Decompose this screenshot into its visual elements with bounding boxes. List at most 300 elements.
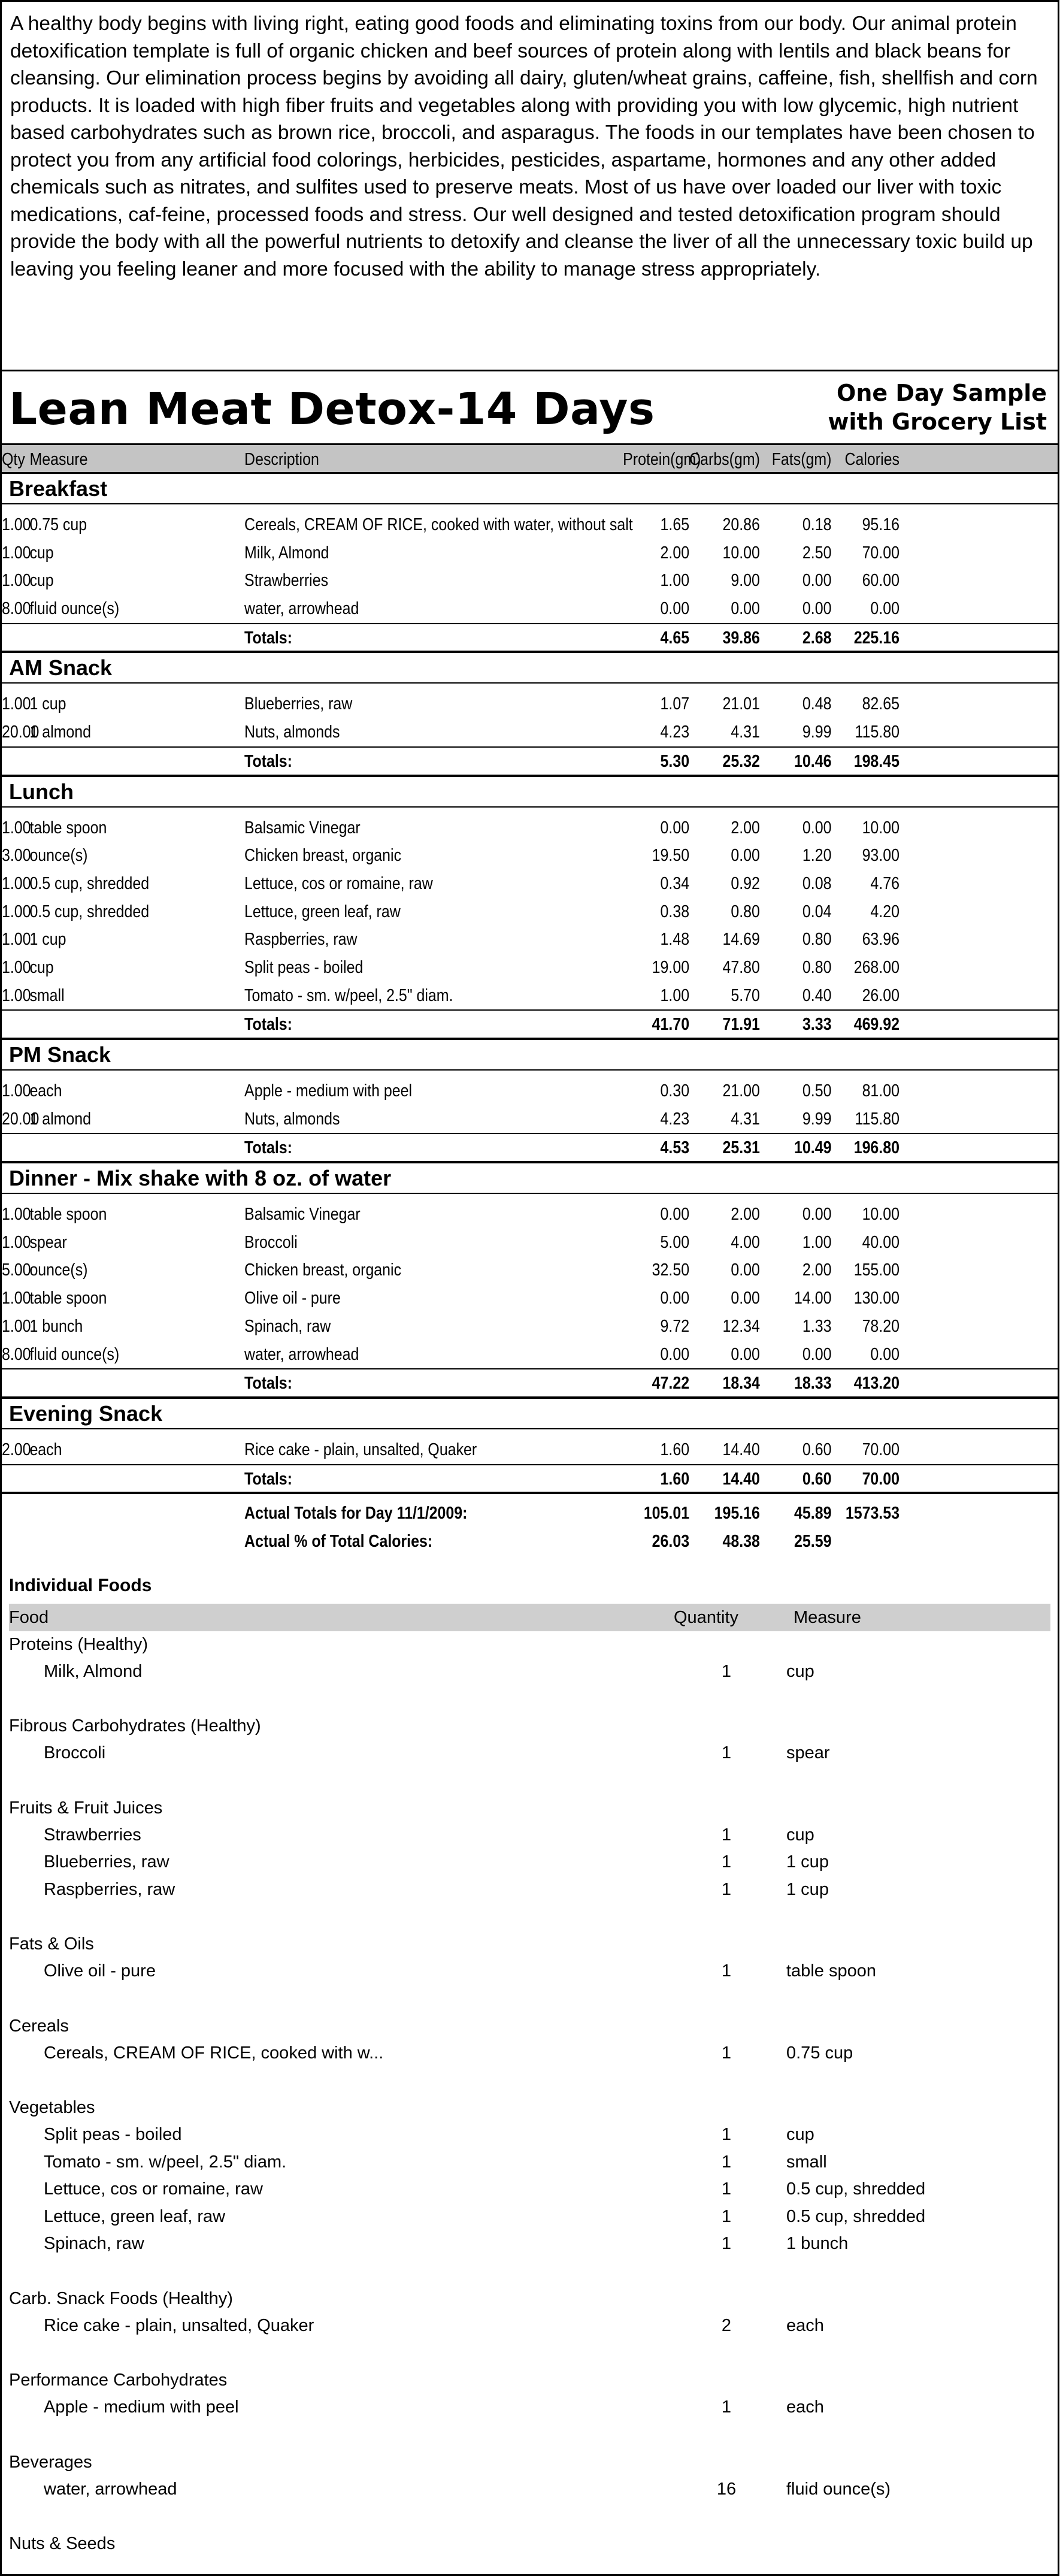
totals-carbs: 25.31	[722, 1138, 760, 1158]
item-description: Strawberries	[244, 571, 329, 591]
meal-totals-row	[2, 1464, 1058, 1492]
item-carbs: 2.00	[731, 1205, 760, 1224]
meal-totals-row	[2, 746, 1058, 775]
item-calories: 268.00	[853, 957, 900, 977]
grocery-food: Tomato - sm. w/peel, 2.5" diam.	[44, 2152, 287, 2172]
item-qty: 1.00	[2, 515, 31, 534]
item-qty: 3.00	[2, 846, 31, 866]
item-protein: 0.38	[660, 902, 690, 921]
grocery-quantity: 2	[721, 2315, 732, 2335]
totals-calories: 225.16	[853, 628, 900, 648]
item-carbs: 0.00	[731, 846, 760, 866]
grocery-category: Performance Carbohydrates	[9, 2371, 228, 2390]
item-protein: 5.00	[660, 1232, 690, 1252]
page-title: Lean Meat Detox-14 Days	[9, 383, 655, 435]
item-qty: 1.00	[2, 1289, 31, 1308]
grocery-measure: table spoon	[786, 1961, 876, 1981]
meal-item-row	[2, 926, 1058, 954]
item-carbs: 0.00	[731, 1260, 760, 1280]
item-measure: 1 almond	[29, 722, 92, 742]
grocery-food: Broccoli	[44, 1743, 106, 1763]
grocery-category: Beverages	[9, 2452, 92, 2472]
item-description: Nuts, almonds	[244, 1109, 340, 1129]
item-carbs: 0.00	[731, 599, 760, 619]
grocery-item-row	[2, 1740, 1058, 1767]
item-qty: 1.00	[2, 902, 31, 921]
meal-section	[2, 653, 1058, 776]
grocery-quantity: 1	[721, 1852, 732, 1872]
item-qty: 20.00	[2, 1109, 40, 1129]
individual-foods-title: Individual Foods	[9, 1575, 152, 1595]
item-measure: fluid ounce(s)	[29, 599, 120, 619]
item-fats: 0.00	[802, 571, 832, 591]
item-protein: 9.72	[660, 1316, 690, 1336]
item-carbs: 0.80	[731, 902, 760, 921]
meal-item-row	[2, 870, 1058, 898]
column-header-row	[2, 445, 1058, 474]
item-description: Blueberries, raw	[244, 694, 353, 714]
item-measure: cup	[29, 957, 54, 977]
item-qty: 1.00	[2, 1205, 31, 1224]
col-protein: Protein(gm)	[623, 450, 701, 469]
grocery-food: Lettuce, green leaf, raw	[44, 2206, 226, 2226]
item-calories: 155.00	[853, 1260, 900, 1280]
percent-fats: 25.59	[794, 1531, 832, 1551]
col-fats: Fats(gm)	[771, 450, 832, 469]
grocery-category: Fibrous Carbohydrates (Healthy)	[9, 1716, 261, 1736]
item-measure: 1 bunch	[29, 1316, 83, 1336]
item-description: Tomato - sm. w/peel, 2.5" diam.	[244, 985, 453, 1005]
grocery-item-row	[2, 1822, 1058, 1849]
item-measure: table spoon	[29, 1289, 107, 1308]
actual-calories: 1573.53	[845, 1504, 900, 1523]
totals-fats: 2.68	[802, 628, 832, 648]
grocery-measure: small	[786, 2152, 827, 2172]
grocery-quantity: 1	[721, 1743, 732, 1763]
grocery-food: Lettuce, cos or romaine, raw	[44, 2179, 263, 2199]
grocery-quantity: 1	[721, 2152, 732, 2172]
totals-label: Totals:	[244, 628, 292, 648]
item-fats: 1.00	[802, 1232, 832, 1252]
item-protein: 0.00	[660, 1344, 690, 1364]
grocery-category: Carb. Snack Foods (Healthy)	[9, 2288, 233, 2308]
item-protein: 2.00	[660, 543, 690, 563]
totals-protein: 1.60	[660, 1469, 690, 1489]
actual-totals-row	[2, 1499, 1058, 1528]
item-carbs: 2.00	[731, 818, 760, 837]
item-protein: 1.60	[660, 1440, 690, 1459]
item-protein: 1.48	[660, 930, 690, 950]
item-protein: 0.00	[660, 599, 690, 619]
item-fats: 0.00	[802, 599, 832, 619]
item-carbs: 12.34	[722, 1316, 760, 1336]
meal-section	[2, 1399, 1058, 1494]
item-measure: cup	[29, 571, 54, 591]
meal-totals-row	[2, 623, 1058, 651]
item-measure: spear	[29, 1232, 67, 1252]
grocery-item-row	[2, 2394, 1058, 2421]
meal-item-row	[2, 1256, 1058, 1284]
page-subtitle	[828, 379, 1047, 436]
item-description: water, arrowhead	[244, 1344, 359, 1364]
grocery-item-row	[2, 2312, 1058, 2340]
item-description: Olive oil - pure	[244, 1289, 341, 1308]
totals-protein: 4.53	[660, 1138, 690, 1158]
grocery-item-row	[2, 2476, 1058, 2504]
actual-totals-label: Actual Totals for Day 11/1/2009:	[244, 1504, 468, 1523]
totals-label: Totals:	[244, 1469, 292, 1489]
grocery-item-row	[2, 2203, 1058, 2231]
item-qty: 1.00	[2, 694, 31, 714]
item-fats: 1.33	[802, 1316, 832, 1336]
grocery-item-row	[2, 2040, 1058, 2067]
meal-title: Dinner - Mix shake with 8 oz. of water	[2, 1163, 1058, 1194]
item-fats: 14.00	[794, 1289, 832, 1308]
meal-item-row	[2, 690, 1058, 718]
meal-item-row	[2, 567, 1058, 595]
item-protein: 1.00	[660, 571, 690, 591]
item-calories: 81.00	[862, 1081, 900, 1100]
totals-fats: 3.33	[802, 1015, 832, 1035]
grocery-measure: 1 cup	[786, 1852, 829, 1872]
meal-item-row	[2, 842, 1058, 870]
totals-calories: 198.45	[853, 751, 900, 771]
item-fats: 0.48	[802, 694, 832, 714]
subtitle-line-2: with Grocery List	[828, 409, 1047, 435]
grocery-quantity: 16	[716, 2479, 737, 2499]
totals-fats: 10.46	[794, 751, 832, 771]
item-carbs: 4.00	[731, 1232, 760, 1252]
grocery-food: Spinach, raw	[44, 2234, 144, 2254]
item-description: Apple - medium with peel	[244, 1081, 413, 1100]
item-calories: 40.00	[862, 1232, 900, 1252]
grocery-food: Blueberries, raw	[44, 1852, 169, 1872]
meal-item-row	[2, 898, 1058, 926]
totals-label: Totals:	[244, 751, 292, 771]
percent-carbs: 48.38	[722, 1531, 760, 1551]
grocery-quantity: 1	[721, 2043, 732, 2063]
item-protein: 19.00	[652, 957, 690, 977]
item-description: Raspberries, raw	[244, 930, 358, 950]
item-calories: 4.20	[870, 902, 900, 921]
item-qty: 1.00	[2, 571, 31, 591]
meal-title: Evening Snack	[2, 1399, 1058, 1429]
item-calories: 93.00	[862, 846, 900, 866]
meal-item-row	[2, 1077, 1058, 1105]
item-measure: 1 almond	[29, 1109, 92, 1129]
grocery-category: Proteins (Healthy)	[9, 1634, 149, 1654]
grocery-item-row	[2, 2149, 1058, 2176]
totals-calories: 196.80	[853, 1138, 900, 1158]
item-carbs: 21.00	[722, 1081, 760, 1100]
grocery-measure: each	[786, 2397, 824, 2417]
grocery-food: Strawberries	[44, 1825, 141, 1845]
meal-title: Breakfast	[2, 474, 1058, 504]
item-carbs: 0.92	[731, 873, 760, 893]
totals-carbs: 18.34	[722, 1374, 760, 1393]
grocery-food: Raspberries, raw	[44, 1879, 175, 1899]
grocery-item-row	[2, 2121, 1058, 2149]
totals-calories: 70.00	[862, 1469, 900, 1489]
item-measure: ounce(s)	[29, 1260, 88, 1280]
item-carbs: 14.69	[722, 930, 760, 950]
grocery-quantity: 1	[721, 2206, 732, 2226]
grocery-quantity: 1	[721, 1961, 732, 1981]
meal-totals-row	[2, 1368, 1058, 1396]
item-measure: each	[29, 1081, 62, 1100]
totals-carbs: 25.32	[722, 751, 760, 771]
plan-header	[2, 371, 1058, 445]
item-carbs: 21.01	[722, 694, 760, 714]
item-qty: 5.00	[2, 1260, 31, 1280]
item-fats: 0.60	[802, 1440, 832, 1459]
grocery-measure: cup	[786, 1661, 814, 1681]
actual-protein: 105.01	[643, 1504, 690, 1523]
item-calories: 115.80	[855, 722, 900, 742]
grocery-category: Vegetables	[9, 2098, 95, 2118]
grocery-measure: 1 cup	[786, 1879, 829, 1899]
grocery-quantity: 1	[721, 1661, 732, 1681]
grocery-header-row	[9, 1604, 1050, 1631]
item-carbs: 20.86	[722, 515, 760, 534]
totals-label: Totals:	[244, 1374, 292, 1393]
item-description: Cereals, CREAM OF RICE, cooked with water, without salt	[244, 515, 633, 534]
item-fats: 0.50	[802, 1081, 832, 1100]
meal-section	[2, 777, 1058, 1041]
grocery-food: Apple - medium with peel	[44, 2397, 239, 2417]
item-measure: cup	[29, 543, 54, 563]
item-qty: 1.00	[2, 1081, 31, 1100]
totals-carbs: 14.40	[722, 1469, 760, 1489]
intro-paragraph: A healthy body begins with living right, eating good foods and eliminating toxins from our body. Our animal protein detoxification template is full of organic chicken and beef sources of protein along with lentils and black beans for cleansing. Our elimination process begins by avoiding all dairy, gluten/wheat grains, caffeine, fish, shellfish and corn products. It is loaded with high fiber fruits and vegetables along with providing you with low glycemic, high nutrient based carbohydrates such as brown rice, broccoli, and asparagus. The foods in our templates have been chosen to protect you from any artificial food colorings, herbicides, pesticides, aspartame, hormones and any other added chemicals such as nitrates, and sulfites used to preserve meats. Most of us have over loaded our liver with toxic medications, caf-feine, processed foods and stress. Our well designed and tested detoxification program should provide the body with all the powerful nutrients to detoxify and cleanse the liver of all the unnecessary toxic build up leaving you feeling leaner and more focused with the ability to manage stress appropriately.	[2, 2, 1058, 371]
grocery-quantity: 1	[721, 2179, 732, 2199]
grocery-food: Split peas - boiled	[44, 2125, 182, 2145]
item-calories: 70.00	[862, 543, 900, 563]
item-calories: 95.16	[862, 515, 900, 534]
meal-item-row	[2, 1341, 1058, 1369]
percent-calories	[831, 1528, 900, 1556]
day-actuals	[2, 1494, 1058, 1555]
item-measure: 1 cup	[29, 930, 66, 950]
item-carbs: 14.40	[722, 1440, 760, 1459]
meal-item-row	[2, 814, 1058, 842]
item-fats: 0.04	[802, 902, 832, 921]
item-qty: 1.00	[2, 985, 31, 1005]
meal-item-row	[2, 511, 1058, 539]
item-carbs: 0.00	[731, 1344, 760, 1364]
meal-item-row	[2, 982, 1058, 1010]
meal-totals-row	[2, 1009, 1058, 1038]
item-protein: 1.65	[660, 515, 690, 534]
totals-calories: 469.92	[853, 1015, 900, 1035]
item-description: Chicken breast, organic	[244, 1260, 402, 1280]
meal-sections	[2, 474, 1058, 1494]
col-qty: Qty	[2, 450, 25, 469]
item-qty: 2.00	[2, 1440, 31, 1459]
meal-title: PM Snack	[2, 1040, 1058, 1071]
item-protein: 0.00	[660, 1289, 690, 1308]
meal-item-row	[2, 718, 1058, 746]
grocery-measure: 0.5 cup, shredded	[786, 2179, 926, 2199]
meal-totals-row	[2, 1133, 1058, 1161]
item-fats: 0.40	[802, 985, 832, 1005]
item-qty: 8.00	[2, 1344, 31, 1364]
item-qty: 1.00	[2, 1232, 31, 1252]
grocery-measure: 0.75 cup	[786, 2043, 853, 2063]
item-calories: 4.76	[870, 873, 900, 893]
meal-item-row	[2, 539, 1058, 567]
meal-section	[2, 1163, 1058, 1399]
col-carbs: Carbs(gm)	[689, 450, 760, 469]
item-protein: 19.50	[652, 846, 690, 866]
item-qty: 1.00	[2, 818, 31, 837]
grocery-measure: 0.5 cup, shredded	[786, 2206, 926, 2226]
totals-fats: 0.60	[802, 1469, 832, 1489]
item-calories: 60.00	[862, 571, 900, 591]
grocery-food: Olive oil - pure	[44, 1961, 156, 1981]
meal-item-row	[2, 954, 1058, 982]
grocery-food: water, arrowhead	[44, 2479, 177, 2499]
grocery-measure: spear	[786, 1743, 830, 1763]
item-qty: 1.00	[2, 930, 31, 950]
grocery-measure: cup	[786, 2125, 814, 2145]
item-measure: 0.75 cup	[29, 515, 87, 534]
meal-section	[2, 474, 1058, 653]
item-calories: 115.80	[855, 1109, 900, 1129]
item-calories: 0.00	[870, 1344, 900, 1364]
item-protein: 4.23	[660, 1109, 690, 1129]
grocery-measure: fluid ounce(s)	[786, 2479, 891, 2499]
item-fats: 0.00	[802, 1205, 832, 1224]
totals-label: Totals:	[244, 1138, 292, 1158]
percent-protein: 26.03	[652, 1531, 690, 1551]
item-calories: 26.00	[862, 985, 900, 1005]
grocery-item-row	[2, 1876, 1058, 1904]
meal-item-row	[2, 595, 1058, 623]
item-protein: 0.00	[660, 1205, 690, 1224]
item-measure: fluid ounce(s)	[29, 1344, 120, 1364]
item-fats: 1.20	[802, 846, 832, 866]
meal-title: Lunch	[2, 777, 1058, 808]
item-carbs: 4.31	[731, 722, 760, 742]
item-fats: 0.00	[802, 1344, 832, 1364]
grocery-measure: each	[786, 2315, 824, 2335]
item-carbs: 47.80	[722, 957, 760, 977]
item-calories: 10.00	[862, 818, 900, 837]
grocery-quantity: 1	[721, 1879, 732, 1899]
item-description: Balsamic Vinegar	[244, 818, 361, 837]
item-measure: table spoon	[29, 1205, 107, 1224]
grocery-food: Rice cake - plain, unsalted, Quaker	[44, 2315, 314, 2335]
item-fats: 9.99	[802, 1109, 832, 1129]
item-qty: 1.00	[2, 543, 31, 563]
item-description: water, arrowhead	[244, 599, 359, 619]
grocery-item-row	[2, 2176, 1058, 2203]
item-description: Chicken breast, organic	[244, 846, 402, 866]
totals-fats: 18.33	[794, 1374, 832, 1393]
totals-calories: 413.20	[853, 1374, 900, 1393]
item-description: Split peas - boiled	[244, 957, 364, 977]
item-calories: 70.00	[862, 1440, 900, 1459]
grocery-list	[2, 1631, 1058, 2558]
item-carbs: 5.70	[731, 985, 760, 1005]
grocery-quantity: 1	[721, 1825, 732, 1845]
grocery-measure: 1 bunch	[786, 2234, 849, 2254]
totals-protein: 4.65	[660, 628, 690, 648]
item-measure: ounce(s)	[29, 846, 88, 866]
grocery-measure: cup	[786, 1825, 814, 1845]
item-fats: 0.80	[802, 930, 832, 950]
grocery-col-measure: Measure	[794, 1607, 861, 1627]
item-qty: 1.00	[2, 873, 31, 893]
grocery-category: Nuts & Seeds	[9, 2534, 116, 2554]
item-qty: 1.00	[2, 1316, 31, 1336]
item-fats: 2.00	[802, 1260, 832, 1280]
subtitle-line-1: One Day Sample	[837, 380, 1047, 406]
totals-protein: 47.22	[652, 1374, 690, 1393]
item-description: Broccoli	[244, 1232, 298, 1252]
item-protein: 4.23	[660, 722, 690, 742]
grocery-item-row	[2, 1658, 1058, 1686]
grocery-quantity: 1	[721, 2125, 732, 2145]
item-measure: 0.5 cup, shredded	[29, 902, 150, 921]
actual-carbs: 195.16	[714, 1504, 760, 1523]
item-description: Rice cake - plain, unsalted, Quaker	[244, 1440, 477, 1459]
item-calories: 82.65	[862, 694, 900, 714]
actual-percent-row	[2, 1528, 1058, 1556]
item-measure: 0.5 cup, shredded	[29, 873, 150, 893]
grocery-quantity: 1	[721, 2397, 732, 2417]
item-description: Milk, Almond	[244, 543, 329, 563]
grocery-col-quantity: Quantity	[674, 1607, 738, 1627]
item-description: Nuts, almonds	[244, 722, 340, 742]
actual-percent-label: Actual % of Total Calories:	[244, 1531, 433, 1551]
item-measure: 1 cup	[29, 694, 66, 714]
grocery-item-row	[2, 1958, 1058, 1985]
item-measure: table spoon	[29, 818, 107, 837]
meal-item-row	[2, 1201, 1058, 1229]
item-fats: 2.50	[802, 543, 832, 563]
meal-section	[2, 1040, 1058, 1163]
grocery-food: Milk, Almond	[44, 1661, 143, 1681]
item-description: Lettuce, cos or romaine, raw	[244, 873, 433, 893]
totals-fats: 10.49	[794, 1138, 832, 1158]
item-qty: 8.00	[2, 599, 31, 619]
item-description: Balsamic Vinegar	[244, 1205, 361, 1224]
item-carbs: 4.31	[731, 1109, 760, 1129]
item-protein: 0.34	[660, 873, 690, 893]
grocery-quantity: 1	[721, 2234, 732, 2254]
meal-item-row	[2, 1229, 1058, 1257]
item-protein: 0.30	[660, 1081, 690, 1100]
item-protein: 1.00	[660, 985, 690, 1005]
totals-protein: 41.70	[652, 1015, 690, 1035]
item-fats: 0.18	[802, 515, 832, 534]
item-calories: 63.96	[862, 930, 900, 950]
totals-protein: 5.30	[660, 751, 690, 771]
grocery-col-food: Food	[9, 1607, 49, 1627]
meal-item-row	[2, 1313, 1058, 1341]
item-calories: 10.00	[862, 1205, 900, 1224]
meal-item-row	[2, 1284, 1058, 1313]
totals-carbs: 39.86	[722, 628, 760, 648]
meal-title: AM Snack	[2, 653, 1058, 684]
item-description: Lettuce, green leaf, raw	[244, 902, 401, 921]
item-qty: 20.00	[2, 722, 40, 742]
col-calories: Calories	[844, 450, 900, 469]
item-qty: 1.00	[2, 957, 31, 977]
item-protein: 1.07	[660, 694, 690, 714]
